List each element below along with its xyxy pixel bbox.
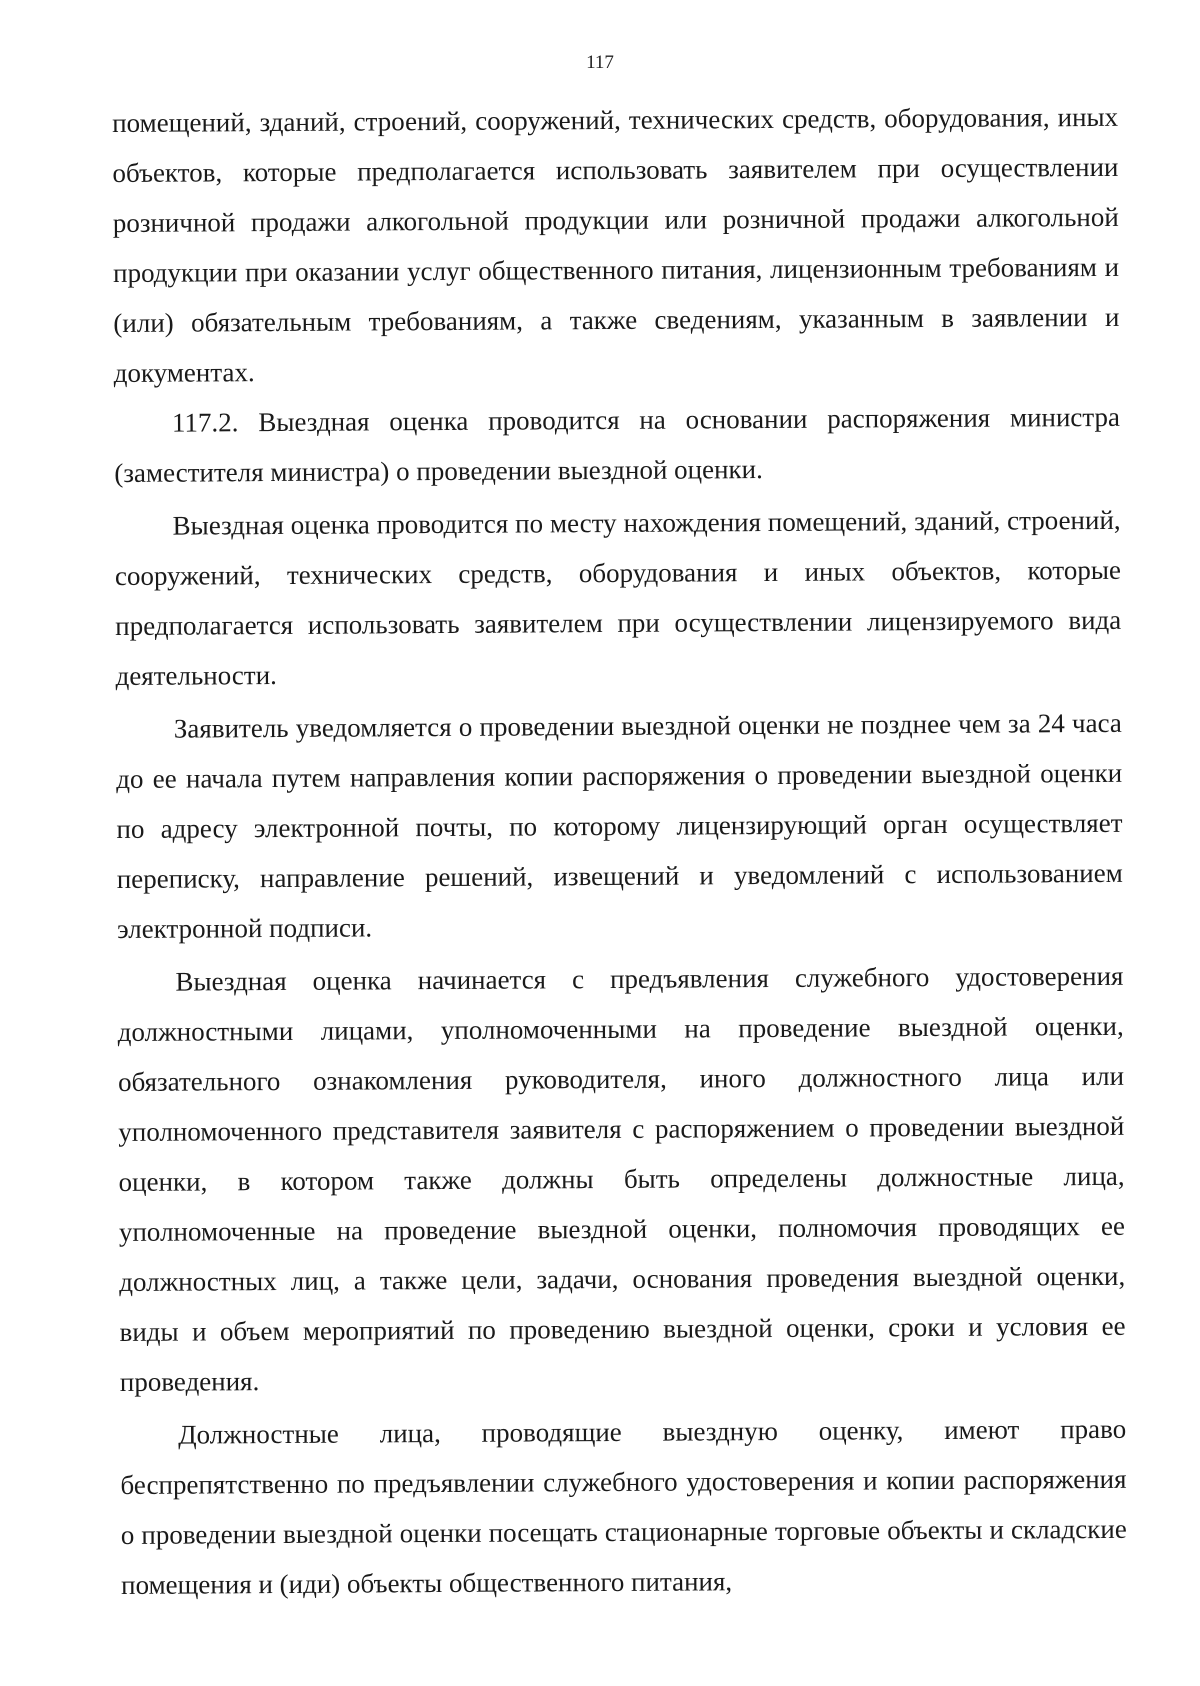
document-body xyxy=(112,92,1127,1610)
paragraph-start-of-assessment: Выездная оценка начинается с предъявления служебного удостоверения должностными лицами, уполномоченными на проведение выездной оценки, обязательного ознакомления руководителя, иного должностного лица или уполномоченного представителя заявителя с распоряжением о проведении выездной оценки, в котором также должны быть определены должностные лица, уполномоченные на проведение выездной оценки, полномочия проводящих ее должностных лиц, а также цели, задачи, основания проведения выездной оценки, виды и объем мероприятий по проведению выездной оценки, сроки и условия ее проведения. xyxy=(117,960,1126,1397)
page-number: 117 xyxy=(586,52,614,73)
paragraph-notification: Заявитель уведомляется о проведении выездной оценки не позднее чем за 24 часа до ее начала путем направления копии распоряжения о проведении выездной оценки по адресу электронной почты, по которому лицензирующий орган осуществляет переписку, направление решений, извещений и уведомлений с использованием электронной подписи. xyxy=(116,707,1123,944)
paragraph-continuation: помещений, зданий, строений, сооружений, технических средств, оборудования, иных объектов, которые предполагается использовать заявителем при осуществлении розничной продажи алкогольной продукции или розничной продажи алкогольной продукции при оказании услуг общественного питания, лицензионным требованиям и (или) обязательным требованиям, а также сведениям, указанным в заявлении и документах. xyxy=(112,101,1120,388)
paragraph-117-2: 117.2. Выездная оценка проводится на основании распоряжения министра (заместителя министра) о проведении выездной оценки. xyxy=(114,401,1121,488)
paragraph-location: Выездная оценка проводится по месту нахождения помещений, зданий, строений, сооружений, технических средств, оборудования и иных объектов, которые предполагается использовать заявителем при осуществлении лицензируемого вида деятельности. xyxy=(114,504,1122,691)
paragraph-officials-rights: Должностные лица, проводящие выездную оценку, имеют право беспрепятственно по предъявлении служебного удостоверения и копии распоряжения о проведении выездной оценки посещать стационарные торговые объекты и складские помещения и (иди) объекты общественного питания, xyxy=(120,1413,1127,1600)
